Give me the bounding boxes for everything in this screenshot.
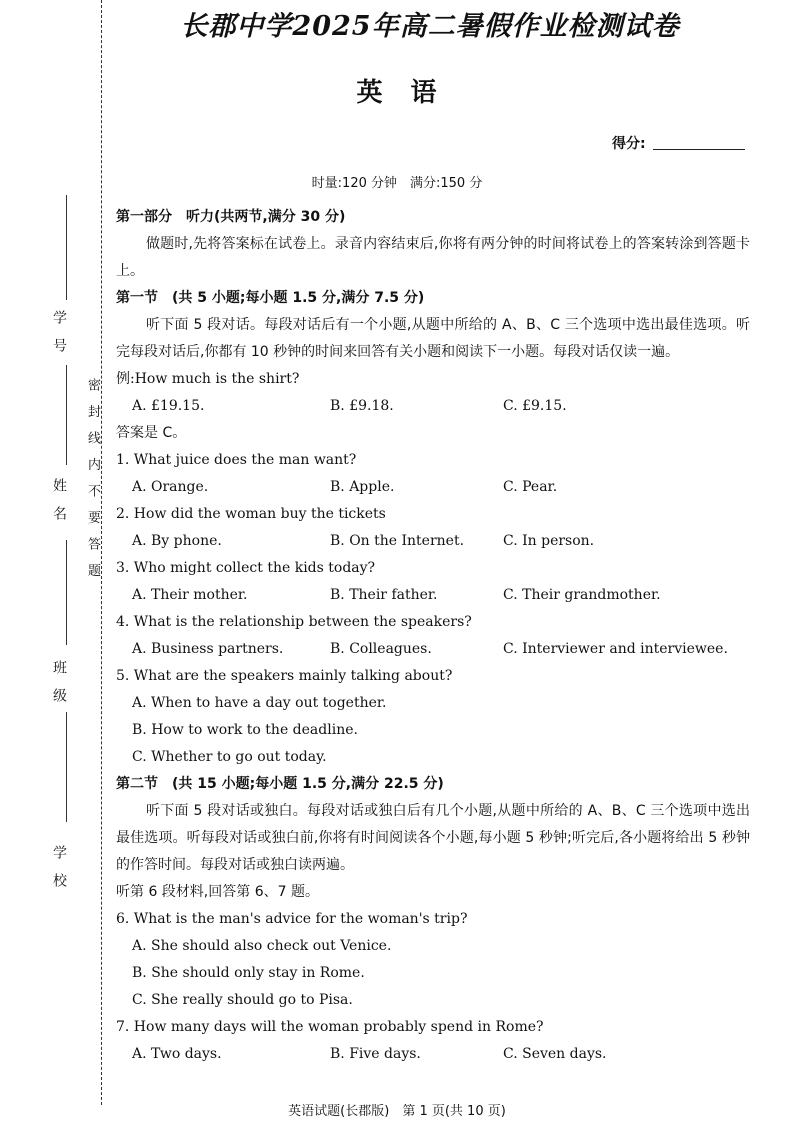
exam-content xyxy=(116,204,750,1068)
section2-instructions: 听下面 5 段对话或独白。每段对话或独白后有几个小题,从题中所给的 A、B、C 三个选项中选出最佳选项。听每段对话或独白前,你将有时间阅读各个小题,每小题 5 秒钟;听完后,各小题将给出 5 秒钟的作答时间。每段对话或独白读两遍。 xyxy=(116,803,750,873)
option-c: C. Seven days. xyxy=(503,1046,607,1062)
question-5: 5. What are the speakers mainly talking about? xyxy=(116,668,453,684)
option-b: B. Five days. xyxy=(330,1046,421,1062)
option-a: A. By phone. xyxy=(132,533,222,549)
question-4-options xyxy=(116,636,750,663)
class-label: 班 级 xyxy=(51,660,67,702)
question-1: 1. What juice does the man want? xyxy=(116,452,357,468)
option-b: B. Their father. xyxy=(330,587,438,603)
question-7: 7. How many days will the woman probably spend in Rome? xyxy=(116,1019,544,1035)
exam-title: 长郡中学2025年高二暑假作业检测试卷 xyxy=(180,11,680,42)
example-option-b: B. £9.18. xyxy=(330,398,394,414)
option-c: C. Their grandmother. xyxy=(503,587,661,603)
example-option-c: C. £9.15. xyxy=(503,398,567,414)
class-field[interactable] xyxy=(66,712,67,822)
question-4: 4. What is the relationship between the speakers? xyxy=(116,614,472,630)
student-no-field[interactable] xyxy=(66,195,67,300)
binding-dashed-line xyxy=(101,0,102,1105)
option-a: A. Orange. xyxy=(132,479,209,495)
part1-instructions: 做题时,先将答案标在试卷上。录音内容结束后,你将有两分钟的时间将试卷上的答案转涂到答题卡上。 xyxy=(116,236,750,279)
option-a: A. Two days. xyxy=(132,1046,222,1062)
option-a: A. Business partners. xyxy=(132,641,284,657)
question-2-options xyxy=(116,528,750,555)
option-b: B. Colleagues. xyxy=(330,641,432,657)
option-c: C. Interviewer and interviewee. xyxy=(503,641,728,657)
name-field[interactable] xyxy=(66,540,67,645)
example-answer: 答案是 C。 xyxy=(116,425,187,441)
time-info: 时量:120 分钟 满分:150 分 xyxy=(311,176,483,191)
section2-heading: 第二节 (共 15 小题;每小题 1.5 分,满分 22.5 分) xyxy=(116,776,444,792)
student-no-label: 学 号 xyxy=(51,310,67,352)
question-1-options xyxy=(116,474,750,501)
question-2: 2. How did the woman buy the tickets xyxy=(116,506,386,522)
option-a: A. She should also check out Venice. xyxy=(132,938,392,954)
example-options xyxy=(116,393,750,420)
option-b: B. How to work to the deadline. xyxy=(132,722,358,738)
option-a: A. When to have a day out together. xyxy=(132,695,387,711)
example-option-a: A. £19.15. xyxy=(132,398,205,414)
score-label: 得分: xyxy=(612,136,646,152)
option-b: B. Apple. xyxy=(330,479,395,495)
option-a: A. Their mother. xyxy=(132,587,248,603)
section1-instructions: 听下面 5 段对话。每段对话后有一个小题,从题中所给的 A、B、C 三个选项中选出最佳选项。听完每段对话后,你都有 10 秒钟的时间来回答有关小题和阅读下一小题。每段对话仅读一遍。 xyxy=(116,317,750,360)
score-field[interactable] xyxy=(653,149,745,150)
question-3-options xyxy=(116,582,750,609)
option-c: C. She really should go to Pisa. xyxy=(132,992,353,1008)
example-question: 例:How much is the shirt? xyxy=(116,371,300,387)
school-label: 学 校 xyxy=(51,845,67,887)
part1-heading: 第一部分 听力(共两节,满分 30 分) xyxy=(116,209,346,225)
question-3: 3. Who might collect the kids today? xyxy=(116,560,376,576)
option-c: C. Whether to go out today. xyxy=(132,749,327,765)
question-7-options xyxy=(116,1041,750,1068)
material-6-note: 听第 6 段材料,回答第 6、7 题。 xyxy=(116,884,319,900)
option-c: C. In person. xyxy=(503,533,595,549)
seal-notice: 密封线内不要答题 xyxy=(85,378,100,590)
student-no-field-lower[interactable] xyxy=(66,365,67,465)
option-c: C. Pear. xyxy=(503,479,558,495)
subject-title: 英 语 xyxy=(356,78,438,108)
section1-heading: 第一节 (共 5 小题;每小题 1.5 分,满分 7.5 分) xyxy=(116,290,425,306)
name-label: 姓 名 xyxy=(51,478,67,520)
question-6: 6. What is the man's advice for the woman's trip? xyxy=(116,911,468,927)
page-footer: 英语试题(长郡版) 第 1 页(共 10 页) xyxy=(288,1104,506,1119)
option-b: B. She should only stay in Rome. xyxy=(132,965,365,981)
option-b: B. On the Internet. xyxy=(330,533,465,549)
